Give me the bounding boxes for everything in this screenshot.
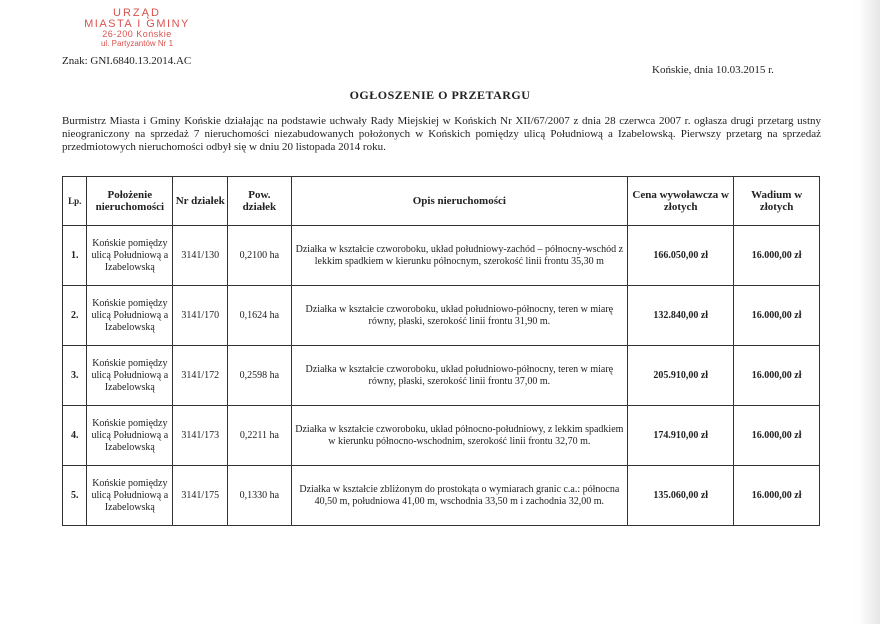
cell-nr: 3141/172 xyxy=(173,346,228,406)
cell-opis: Działka w kształcie czworoboku, układ południowy-zachód – północny-wschód z lekkim spadkiem w kierunku północnym, szerokość linii frontu 35,30 m xyxy=(291,226,628,286)
table-row xyxy=(63,406,820,466)
place-and-date: Końskie, dnia 10.03.2015 r. xyxy=(652,64,774,76)
cell-pow: 0,1330 ha xyxy=(228,466,291,526)
cell-pow: 0,2100 ha xyxy=(228,226,291,286)
cell-wadium: 16.000,00 zł xyxy=(734,286,820,346)
table-row xyxy=(63,286,820,346)
header-opis: Opis nieruchomości xyxy=(291,177,628,226)
properties-table xyxy=(62,176,820,526)
cell-lp: 4. xyxy=(63,406,87,466)
header-lp: Lp. xyxy=(63,177,87,226)
cell-pow: 0,2211 ha xyxy=(228,406,291,466)
cell-cena: 174.910,00 zł xyxy=(628,406,734,466)
table-row xyxy=(63,226,820,286)
office-stamp xyxy=(72,8,202,48)
cell-lp: 3. xyxy=(63,346,87,406)
cell-polozenie: Końskie pomiędzy ulicą Południową a Izabelowską xyxy=(87,466,173,526)
document-title: OGŁOSZENIE O PRZETARGU xyxy=(349,88,531,102)
cell-cena: 135.060,00 zł xyxy=(628,466,734,526)
stamp-line-3: 26-200 Końskie xyxy=(102,29,172,40)
table-header-row xyxy=(63,177,820,226)
intro-paragraph: Burmistrz Miasta i Gminy Końskie działając na podstawie uchwały Rady Miejskiej w Końskich Nr XII/67/2007 z dnia 28 czerwca 2007 r. ogłasza drugi przetarg ustny nieograniczony na sprzedaż 7 nieruchomości niezabudowanych położonych w Końskich pomiędzy ulicą Południową a Izabelowską. Pierwszy przetarg na sprzedaż przedmiotowych nieruchomości odbył się w dniu 20 listopada 2014 roku. xyxy=(62,115,821,153)
cell-nr: 3141/130 xyxy=(173,226,228,286)
stamp-line-1: URZĄD xyxy=(113,7,161,19)
cell-nr: 3141/173 xyxy=(173,406,228,466)
cell-pow: 0,1624 ha xyxy=(228,286,291,346)
stamp-line-2: MIASTA I GMINY xyxy=(84,18,190,31)
cell-cena: 132.840,00 zł xyxy=(628,286,734,346)
cell-polozenie: Końskie pomiędzy ulicą Południową a Izabelowską xyxy=(87,406,173,466)
cell-nr: 3141/170 xyxy=(173,286,228,346)
cell-opis: Działka w kształcie czworoboku, układ południowo-północny, teren w miarę równy, płaski, szerokość linii frontu 31,90 m. xyxy=(291,286,628,346)
header-pow: Pow. działek xyxy=(228,177,291,226)
cell-wadium: 16.000,00 zł xyxy=(734,226,820,286)
cell-nr: 3141/175 xyxy=(173,466,228,526)
cell-lp: 1. xyxy=(63,226,87,286)
header-polozenie: Położenie nieruchomości xyxy=(87,177,173,226)
cell-lp: 2. xyxy=(63,286,87,346)
cell-lp: 5. xyxy=(63,466,87,526)
cell-wadium: 16.000,00 zł xyxy=(734,406,820,466)
cell-wadium: 16.000,00 zł xyxy=(734,466,820,526)
table-row xyxy=(63,346,820,406)
cell-pow: 0,2598 ha xyxy=(228,346,291,406)
table-row xyxy=(63,466,820,526)
cell-opis: Działka w kształcie czworoboku, układ północno-południowy, z lekkim spadkiem w kierunku północno-wschodnim, szerokość linii frontu 32,70 m. xyxy=(291,406,628,466)
cell-wadium: 16.000,00 zł xyxy=(734,346,820,406)
cell-opis: Działka w kształcie czworoboku, układ południowo-północny, teren w miarę równy, płaski, szerokość linii frontu 37,00 m. xyxy=(291,346,628,406)
header-wadium: Wadium w złotych xyxy=(734,177,820,226)
cell-polozenie: Końskie pomiędzy ulicą Południową a Izabelowską xyxy=(87,226,173,286)
cell-cena: 166.050,00 zł xyxy=(628,226,734,286)
cell-opis: Działka w kształcie zbliżonym do prostokąta o wymiarach granic c.a.: północna 40,50 m, południowa 41,00 m, wschodnia 33,50 m i zachodnia 32,00 m. xyxy=(291,466,628,526)
stamp-line-4: ul. Partyzantów Nr 1 xyxy=(100,38,174,48)
reference-number: Znak: GNI.6840.13.2014.AC xyxy=(62,55,192,67)
header-nr: Nr działek xyxy=(173,177,228,226)
header-cena: Cena wywoławcza w złotych xyxy=(628,177,734,226)
cell-polozenie: Końskie pomiędzy ulicą Południową a Izabelowską xyxy=(87,346,173,406)
cell-polozenie: Końskie pomiędzy ulicą Południową a Izabelowską xyxy=(87,286,173,346)
cell-cena: 205.910,00 zł xyxy=(628,346,734,406)
